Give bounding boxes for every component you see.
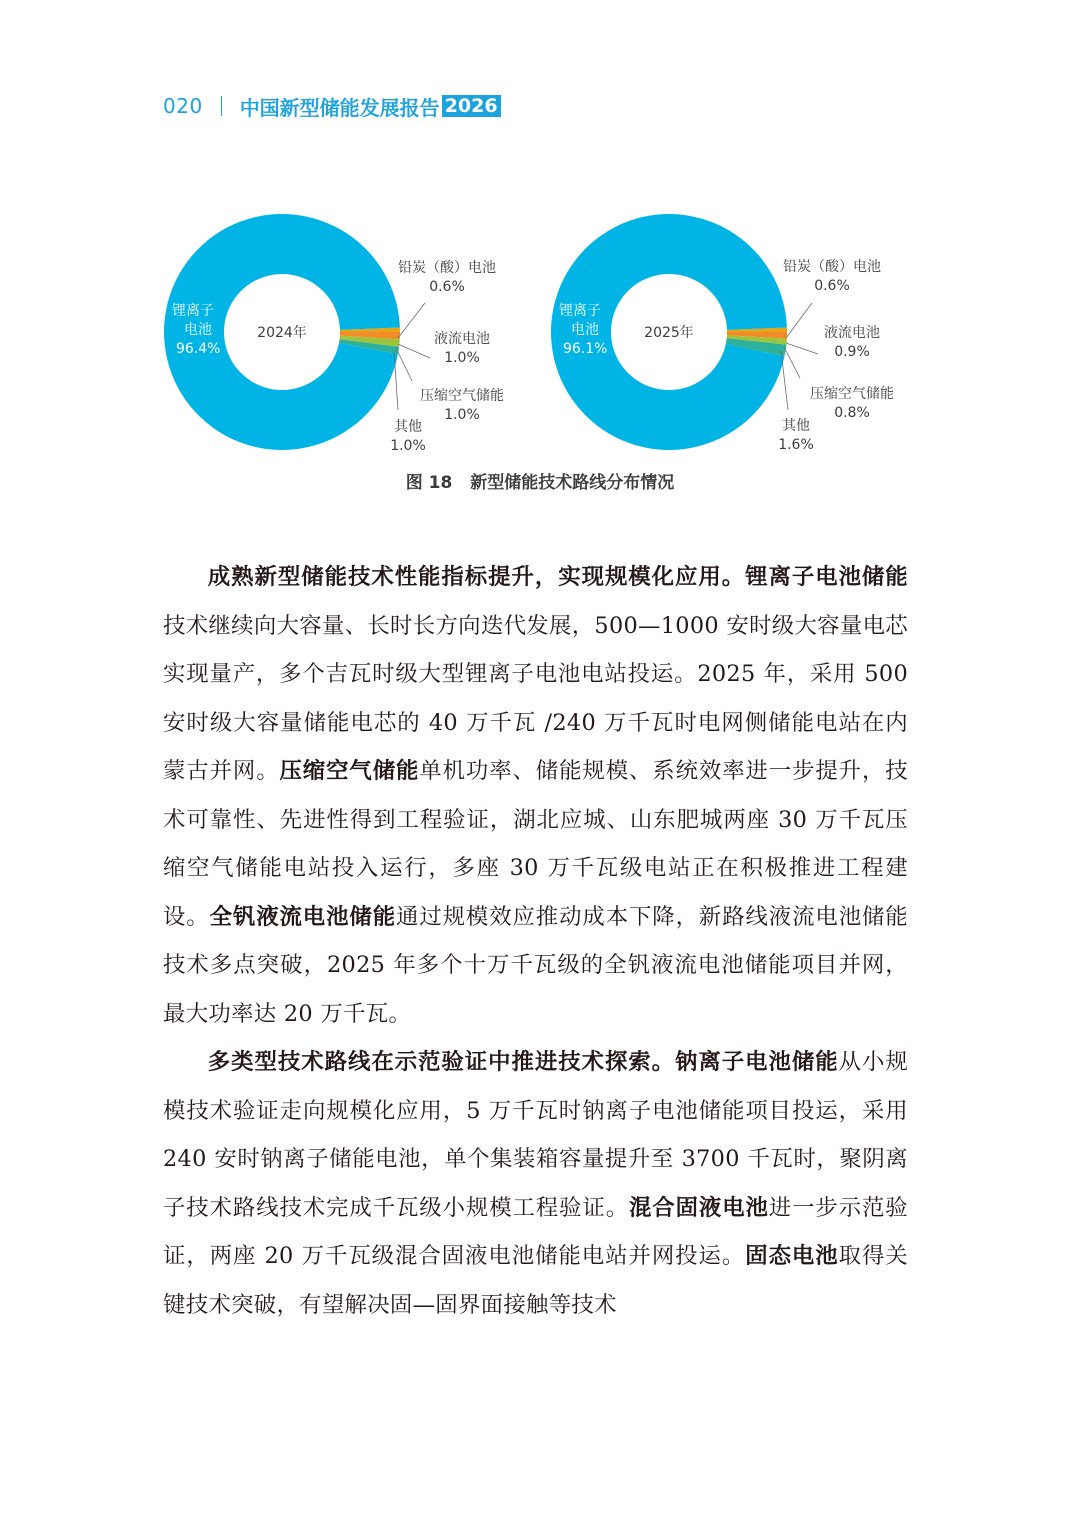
slice-label bbox=[398, 259, 496, 295]
figure-number: 图 18 bbox=[405, 473, 453, 493]
bold-run: 成熟新型储能技术性能指标提升，实现规模化应用。 bbox=[207, 564, 746, 590]
text-run: 单机功率、储能规模、系统效率进一步提升，技术可靠性、先进性得到工程验证，湖北应城、山东肥城两座 30 万千瓦压缩空气储能电站投入运行，多座 30 万千瓦级电站正在积极推进工程建设。 bbox=[163, 758, 908, 930]
slice-label bbox=[778, 418, 814, 453]
slice-label-line: 铅炭（酸）电池 bbox=[783, 259, 881, 275]
label-leader-line bbox=[786, 303, 812, 338]
slice-label-line: 1.0% bbox=[390, 438, 426, 454]
body-text bbox=[163, 553, 908, 1329]
slice-label bbox=[810, 385, 894, 421]
text-run: 技术继续向大容量、长时长方向迭代发展，500—1000 安时级大容量电芯实现量产，多个吉瓦时级大型锂离子电池电站投运。2025 年，采用 500 安时级大容量储能电芯的 40 万千瓦 /240 万千瓦时电网侧储能电站在内蒙古并网。 bbox=[163, 612, 908, 784]
slice-label-line: 1.0% bbox=[444, 407, 480, 423]
label-leader-line bbox=[784, 347, 800, 378]
bold-run: 混合固液电池 bbox=[629, 1194, 769, 1221]
slice-label-line: 电池 bbox=[184, 322, 212, 338]
bold-run: 全钒液流电池储能 bbox=[209, 903, 397, 930]
label-leader-line bbox=[398, 344, 430, 358]
slice-label-line: 液流电池 bbox=[434, 331, 490, 347]
page-number: 020 bbox=[163, 94, 203, 118]
slice-label-line: 锂离子 bbox=[172, 303, 214, 319]
text-run: 从小规模技术验证走向规模化应用，5 万千瓦时钠离子电池储能项目投运，采用 240 安时钠离子储能电池，单个集装箱容量提升至 3700 千瓦时，聚阴离子技术路线技术完成千瓦级小规模工程验证。 bbox=[163, 1049, 909, 1221]
slice-label-line: 0.6% bbox=[429, 279, 465, 295]
label-leader-line bbox=[781, 351, 788, 410]
slice-label-line: 锂离子 bbox=[559, 303, 601, 319]
figure-title: 新型储能技术路线分布情况 bbox=[470, 473, 675, 493]
label-leader-line bbox=[396, 348, 412, 381]
label-leader-line bbox=[398, 303, 425, 338]
body-paragraph bbox=[163, 1038, 908, 1329]
slice-label-line: 铅炭（酸）电池 bbox=[398, 260, 496, 276]
year-badge: 2026 bbox=[442, 95, 501, 117]
slice-label bbox=[783, 258, 881, 294]
body-paragraph bbox=[163, 553, 908, 1038]
text-run: 进一步示范验证，两座 20 万千瓦级混合固液电池储能电站并网投运。 bbox=[163, 1194, 908, 1269]
slice-label-line: 1.0% bbox=[444, 350, 480, 366]
slice-label-line: 0.6% bbox=[814, 278, 850, 294]
bold-run: 锂离子电池储能 bbox=[745, 564, 908, 590]
slice-label-line: 1.6% bbox=[778, 437, 814, 453]
slice-label bbox=[390, 419, 426, 454]
slice-label-line: 96.1% bbox=[563, 341, 608, 357]
donut-center-label: 2024年 bbox=[257, 325, 307, 341]
bold-run: 多类型技术路线在示范验证中推进技术探索。 bbox=[207, 1049, 676, 1075]
slice-label-line: 压缩空气储能 bbox=[420, 388, 504, 404]
text-run: 取得关键技术突破，有望解决固—固界面接触等技术 bbox=[163, 1243, 908, 1318]
book-title: 中国新型储能发展报告 bbox=[239, 95, 440, 120]
figure-caption bbox=[0, 468, 1080, 493]
slice-label-line: 液流电池 bbox=[824, 325, 880, 341]
text-run: 通过规模效应推动成本下降，新路线液流电池储能技术多点突破，2025 年多个十万千瓦级的全钒液流电池储能项目并网，最大功率达 20 万千瓦。 bbox=[163, 903, 908, 1027]
label-leader-line bbox=[786, 343, 818, 354]
slice-label bbox=[434, 330, 490, 366]
slice-label bbox=[420, 387, 504, 423]
slice-label-line: 其他 bbox=[394, 419, 422, 435]
bold-run: 钠离子电池储能 bbox=[675, 1049, 839, 1075]
bold-run: 固态电池 bbox=[745, 1243, 839, 1269]
slice-label-line: 其他 bbox=[782, 418, 810, 434]
slice-label-line: 电池 bbox=[571, 322, 599, 338]
slice-label bbox=[824, 324, 880, 360]
slice-label-line: 96.4% bbox=[176, 341, 221, 357]
donut-charts bbox=[0, 0, 1080, 470]
bold-run: 压缩空气储能 bbox=[279, 758, 420, 784]
donut-center-label: 2025年 bbox=[644, 325, 694, 341]
slice-label-line: 0.9% bbox=[834, 344, 870, 360]
slice-label-line: 压缩空气储能 bbox=[810, 386, 894, 402]
slice-label-line: 0.8% bbox=[834, 405, 870, 421]
